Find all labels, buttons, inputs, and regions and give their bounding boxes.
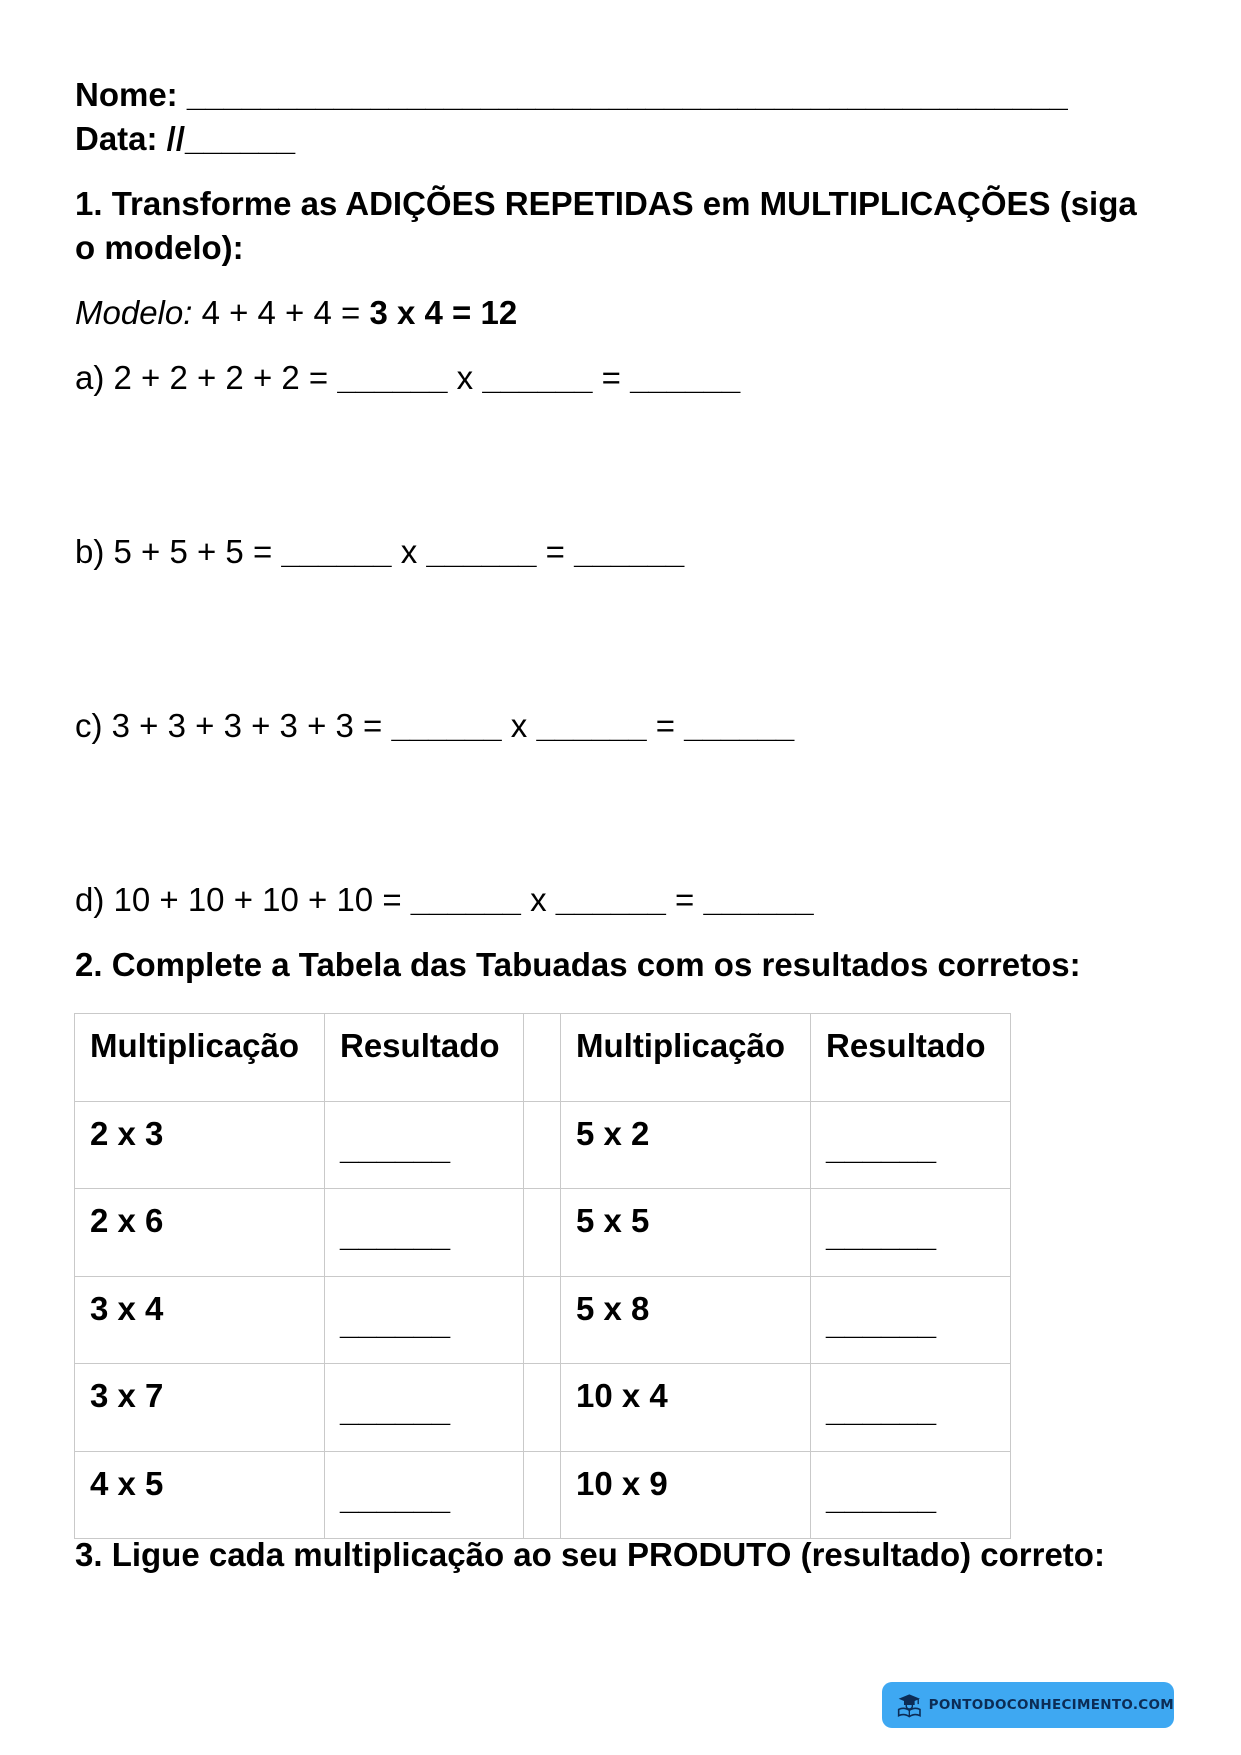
spacer-cell (524, 1014, 561, 1102)
multiplication-cell: 5 x 8 (561, 1276, 811, 1364)
answer-blank[interactable]: ______ (337, 359, 448, 396)
multiplication-cell: 3 x 7 (75, 1364, 325, 1452)
table-row (75, 1276, 1011, 1364)
spacer-cell (524, 1189, 561, 1277)
equals-sign: = (665, 881, 704, 918)
header-multiplicacao: Multiplicação (75, 1014, 325, 1102)
q1-item-d (75, 880, 814, 920)
spacer-cell (524, 1101, 561, 1189)
answer-blank[interactable]: ______ (281, 533, 392, 570)
spacer-cell (524, 1276, 561, 1364)
result-blank[interactable]: ______ (325, 1276, 524, 1364)
result-blank[interactable]: ______ (325, 1101, 524, 1189)
result-blank[interactable]: ______ (325, 1189, 524, 1277)
times-sign: x (447, 359, 483, 396)
table-row (75, 1101, 1011, 1189)
q3-title: 3. Ligue cada multiplicação ao seu PRODUTO (resultado) correto: (75, 1536, 1105, 1573)
answer-blank[interactable]: ______ (391, 707, 502, 744)
result-blank[interactable]: ______ (811, 1364, 1011, 1452)
answer-blank[interactable]: ______ (555, 881, 666, 918)
spacer-cell (524, 1451, 561, 1539)
multiplication-cell: 5 x 5 (561, 1189, 811, 1277)
multiplication-cell: 2 x 3 (75, 1101, 325, 1189)
result-blank[interactable]: ______ (811, 1276, 1011, 1364)
spacer-cell (524, 1364, 561, 1452)
q1-title-line-1: 1. Transforme as ADIÇÕES REPETIDAS em MULTIPLICAÇÕES (siga (75, 185, 1137, 222)
result-blank[interactable]: ______ (811, 1189, 1011, 1277)
answer-blank[interactable]: ______ (684, 707, 795, 744)
multiplication-cell: 10 x 9 (561, 1451, 811, 1539)
header-multiplicacao: Multiplicação (561, 1014, 811, 1102)
q1-item-c (75, 706, 794, 746)
q2-title: 2. Complete a Tabela das Tabuadas com os resultados corretos: (75, 946, 1081, 983)
answer-blank[interactable]: ______ (630, 359, 741, 396)
q1-title-line-2: o modelo): (75, 229, 244, 266)
multiplication-table (74, 1013, 1011, 1539)
q1-item-a (75, 358, 740, 398)
result-blank[interactable]: ______ (325, 1451, 524, 1539)
item-sum: d) 10 + 10 + 10 + 10 = (75, 881, 411, 918)
times-sign: x (520, 881, 556, 918)
multiplication-cell: 2 x 6 (75, 1189, 325, 1277)
multiplication-cell: 10 x 4 (561, 1364, 811, 1452)
answer-blank[interactable]: ______ (410, 881, 521, 918)
q1-model (75, 293, 517, 333)
item-sum: b) 5 + 5 + 5 = (75, 533, 282, 570)
equals-sign: = (592, 359, 631, 396)
site-url: PONTODOCONHECIMENTO.COM (928, 1697, 1174, 1713)
multiplication-cell: 5 x 2 (561, 1101, 811, 1189)
times-sign: x (501, 707, 537, 744)
site-badge[interactable] (882, 1682, 1174, 1728)
item-sum: c) 3 + 3 + 3 + 3 + 3 = (75, 707, 392, 744)
table-row (75, 1189, 1011, 1277)
equals-sign: = (646, 707, 685, 744)
table-header-row (75, 1014, 1011, 1102)
multiplication-cell: 4 x 5 (75, 1451, 325, 1539)
answer-blank[interactable]: ______ (536, 707, 647, 744)
graduate-book-icon (896, 1690, 923, 1720)
result-blank[interactable]: ______ (325, 1364, 524, 1452)
answer-blank[interactable]: ______ (482, 359, 593, 396)
table-row (75, 1451, 1011, 1539)
times-sign: x (391, 533, 427, 570)
header-resultado: Resultado (325, 1014, 524, 1102)
header-resultado: Resultado (811, 1014, 1011, 1102)
result-blank[interactable]: ______ (811, 1451, 1011, 1539)
date-line: Data: //______ (75, 120, 296, 157)
multiplication-cell: 3 x 4 (75, 1276, 325, 1364)
answer-blank[interactable]: ______ (574, 533, 685, 570)
item-sum: a) 2 + 2 + 2 + 2 = (75, 359, 338, 396)
table-row (75, 1364, 1011, 1452)
q1-item-b (75, 532, 684, 572)
name-line: Nome: ________________________________________________ (75, 76, 1068, 113)
model-label: Modelo: (75, 294, 193, 331)
answer-blank[interactable]: ______ (703, 881, 814, 918)
equals-sign: = (536, 533, 575, 570)
model-result: 3 x 4 = 12 (369, 294, 518, 331)
model-sum: 4 + 4 + 4 = (192, 294, 370, 331)
result-blank[interactable]: ______ (811, 1101, 1011, 1189)
answer-blank[interactable]: ______ (426, 533, 537, 570)
